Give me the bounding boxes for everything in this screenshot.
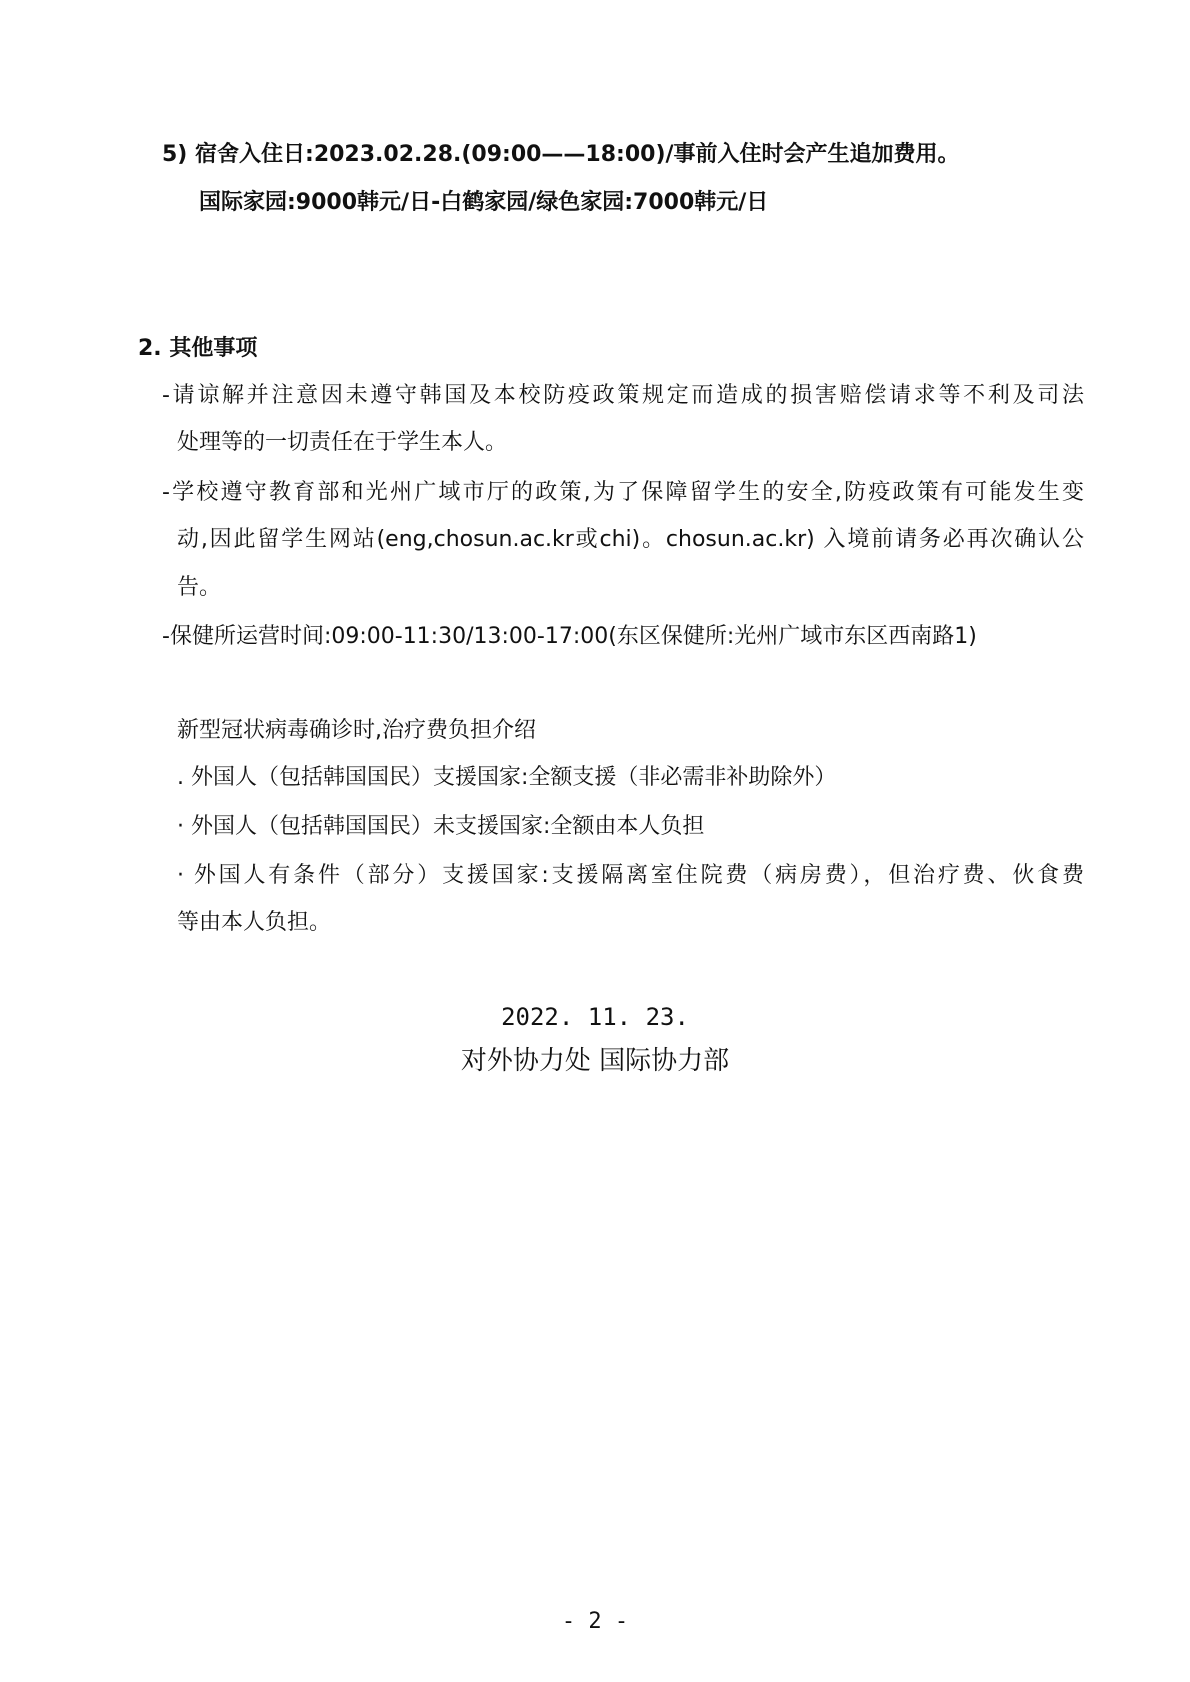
dorm-fee-line: 国际家园:9000韩元/日-白鹤家园/绿色家园:7000韩元/日 <box>199 190 769 215</box>
notice-paragraph-2-line-2: 动,因此留学生网站(eng,chosun.ac.kr或chi)。chosun.ac.kr) 入境前请务必再次确认公 <box>177 527 1084 552</box>
covid-cost-item-3: · 外国人有条件（部分）支援国家:支援隔离室住院费（病房费），但治疗费、伙食费 <box>177 863 1084 888</box>
health-center-hours: -保健所运营时间:09:00-11:30/13:00-17:00(东区保健所:光州广域市东区西南路1) <box>162 624 977 649</box>
issuing-department: 对外协力处 国际协力部 <box>460 1046 730 1076</box>
section-heading: 2. 其他事项 <box>138 336 258 361</box>
notice-paragraph-2-line-3: 告。 <box>177 575 222 600</box>
document-date: 2022. 11. 23. <box>501 1003 689 1031</box>
covid-cost-item-1: . 外国人（包括韩国国民）支援国家:全额支援（非必需非补助除外） <box>177 765 837 790</box>
notice-paragraph-1-line-1: -请谅解并注意因未遵守韩国及本校防疫政策规定而造成的损害赔偿请求等不利及司法 <box>162 383 1084 408</box>
covid-cost-title: 新型冠状病毒确诊时,治疗费负担介绍 <box>177 718 536 743</box>
notice-paragraph-1-line-2: 处理等的一切责任在于学生本人。 <box>177 430 508 455</box>
covid-cost-item-2: · 外国人（包括韩国国民）未支援国家:全额由本人负担 <box>177 814 705 839</box>
covid-cost-item-3-continued: 等由本人负担。 <box>177 910 332 935</box>
notice-paragraph-2-line-1: -学校遵守教育部和光州广域市厅的政策,为了保障留学生的安全,防疫政策有可能发生变 <box>162 480 1084 505</box>
page-number: - 2 - <box>561 1609 629 1634</box>
dorm-checkin-line: 5) 宿舍入住日:2023.02.28.(09:00——18:00)/事前入住时会产生追加费用。 <box>162 142 960 167</box>
